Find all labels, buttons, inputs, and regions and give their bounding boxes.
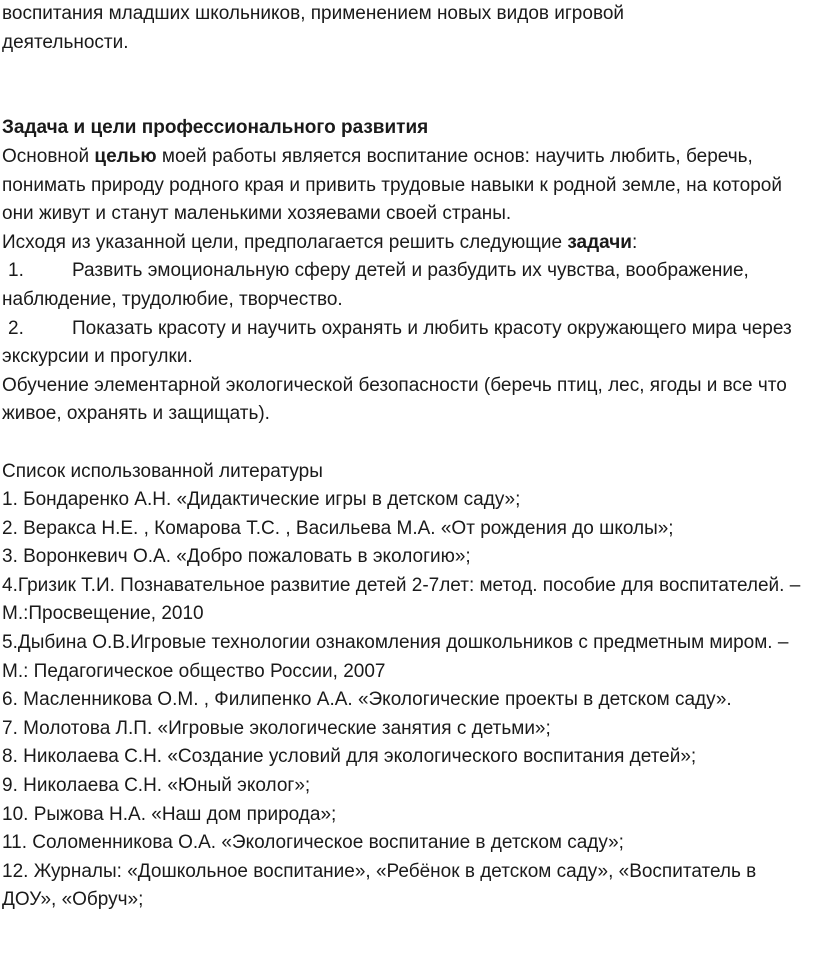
goal-rest: моей работы является воспитание основ: научить любить, беречь, понимать природу родного края и привить трудовые навыки к родной земле, на которой они живут и станут маленькими хозяевами своей страны. xyxy=(2,145,782,225)
reference-item: 5.Дыбина О.В.Игровые технологии ознакомления дошкольников с предметным миром. – М.: Педагогическое общество России, 2007 xyxy=(2,632,789,682)
references-title: Список использованной литературы xyxy=(2,460,323,482)
reference-item: 8. Николаева С.Н. «Создание условий для экологического воспитания детей»; xyxy=(2,746,697,768)
task-item xyxy=(2,315,812,372)
reference-item: 9. Николаева С.Н. «Юный эколог»; xyxy=(2,775,311,797)
goal-paragraph xyxy=(2,143,812,229)
reference-item: 11. Соломенникова О.А. «Экологическое воспитание в детском саду»; xyxy=(2,832,624,854)
section-heading: Задача и цели профессионального развития xyxy=(2,117,429,139)
reference-item: 4.Гризик Т.И. Познавательное развитие детей 2-7лет: метод. пособие для воспитателей. – М.:Просвещение, 2010 xyxy=(2,574,801,625)
reference-item: 6. Масленникова О.М. , Филипенко А.А. «Экологические проекты в детском саду». xyxy=(2,689,732,711)
task-number: 1. xyxy=(8,260,24,282)
spacer xyxy=(2,57,812,86)
reference-item: 3. Воронкевич О.А. «Добро пожаловать в экологию»; xyxy=(2,546,471,568)
extra-paragraph: Обучение элементарной экологической безопасности (беречь птиц, лес, ягоды и все что живое, охранять и защищать). xyxy=(2,374,787,425)
reference-item: 1. Бондаренко А.Н. «Дидактические игры в детском саду»; xyxy=(2,489,521,511)
goal-bold-word: целью xyxy=(94,145,157,167)
reference-item: 12. Журналы: «Дошкольное воспитание», «Ребёнок в детском саду», «Воспитатель в ДОУ», «Обруч»; xyxy=(2,860,757,911)
intro-line-1: воспитания младших школьников, применением новых видов игровой xyxy=(2,3,624,24)
tasks-suffix: : xyxy=(631,231,638,253)
task-number: 2. xyxy=(8,317,24,339)
reference-item: 7. Молотова Л.П. «Игровые экологические занятия с детьми»; xyxy=(2,717,551,739)
intro-line-2: деятельности. xyxy=(2,31,129,53)
task-text: Показать красоту и научить охранять и любить красоту окружающего мира через экскурсии и прогулки. xyxy=(2,317,792,368)
spacer xyxy=(2,86,812,115)
task-text: Развить эмоциональную сферу детей и разбудить их чувства, воображение, наблюдение, трудолюбие, творчество. xyxy=(2,260,749,310)
task-item xyxy=(2,257,812,314)
tasks-intro xyxy=(2,229,812,258)
reference-item: 10. Рыжова Н.А. «Наш дом природа»; xyxy=(2,803,337,825)
reference-item: 2. Веракса Н.Е. , Комарова Т.С. , Васильева М.А. «От рождения до школы»; xyxy=(2,517,674,539)
spacer xyxy=(2,429,812,458)
goal-prefix: Основной xyxy=(2,145,95,167)
tasks-prefix: Исходя из указанной цели, предполагается решить следующие xyxy=(2,231,568,253)
tasks-bold-word: задачи xyxy=(567,231,632,253)
